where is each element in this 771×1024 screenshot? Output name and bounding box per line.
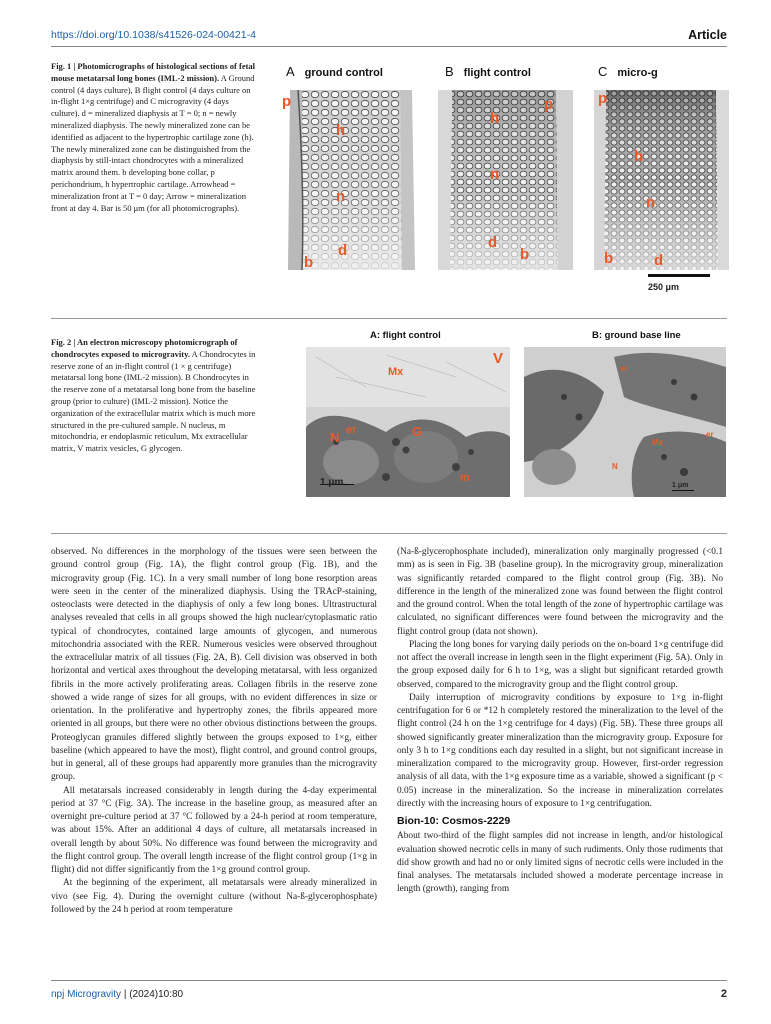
figure1-scale-bar xyxy=(648,274,710,277)
journal-name[interactable]: npj Microgravity xyxy=(51,989,122,1000)
label-perichondrium-a: p xyxy=(282,93,292,110)
micrograph-microgravity xyxy=(594,90,729,270)
figure1-panel-b-label: B flight control xyxy=(445,64,531,79)
figure1-caption-body: A Ground control (4 days culture), B flight control (4 days culture on in-flight 1×g centrifuge) and C microgravity (4 days culture). d = mineralized diaphysis at T = 0; n = newly mineralized diaphysis. The newly mineralized zone can be identified as adjacent to the hypertrophic cartilage zone (h). The newly mineralized zone can be distinguished from the diaphysis by still-intact chondrocytes with a mineralized matrix around them. b developing bone collar, p perichondrium, h hypertrophic cartilage. Arrowhead = mineralization front at T = 0 day; Arrow = mineralization front at day 4. Bar is 50 μm (for all photomicrographs). xyxy=(51,72,255,213)
label-diaphysis-b: d xyxy=(488,234,498,251)
paragraph: observed. No differences in the morphology of the tissues were seen between the ground control group (Fig. 1A), the flight control group (Fig. 1B), and the microgravity group (Fig. 1C). In a very small number of long bone resorption areas were seen in the center of the mineralized diaphysis. Using the TRAcP-staining, osteoclasts were detected in the diaphysis of only a few long bones. Ultrastructural analyses revealed that cells in all groups showed the high nuclear/cytoplasmatic ratio typical of chondrocytes, contained large amounts of glycogen, and numerous mitochondria associated with the RER. Numerous vesicles were observed throughout the extracellular matrix of all tissues (Fig. 2A, B). Cell division was observed in both horizontal and vertical axes throughout the developing metatarsal, with less organized fibrils in the more actively proliferating areas. Collagen fibrils in the reserve zone showed a wide range of sizes for all groups, with no evident differences in size or orientation. In the proliferative and hypertrophy zones, the fibrils appeared more oriented in all groups, but there were no other obvious distinctions between the groups. Proteoglycan granules differed slightly between the groups exposed to 1×g, either baseline (which appeared to have the most), flight control, and ground control groups, but in general, all of these groups had apparently more granules than the microgravity group. xyxy=(51,547,377,783)
em-label-matrix-b: Mx xyxy=(652,438,664,447)
label-perichondrium-b: p xyxy=(544,96,554,113)
figure1 xyxy=(278,60,728,300)
em-label-er-b2: er xyxy=(706,430,714,439)
label-perichondrium-c: p xyxy=(598,90,608,107)
em-scale-text-a: 1 μm xyxy=(320,477,344,488)
paragraph: About two-third of the flight samples did not increase in length, and/or histological evaluation showed necrotic cells in many of such rudiments. Only those rudiments that did show growth and had no or only limited signs of necrotic cells were included in the final analyses. The metatarsals included showed a moderate percentage increase in length (growth), ranging from xyxy=(397,831,723,895)
body-left-column xyxy=(51,546,377,917)
paragraph: (Na-ß-glycerophosphate included), mineralization only marginally progressed (<0.1 mm) as is seen in Fig. 3B (baseline group). In the microgravity group, mineralization was significantly retarded compared to the flight control group (Fig. 3B). No difference in the length of the mineralized zone was found between the flight control and the ground control. When the total length of the zone of hypertrophic cartilage was calculated, no significant differences were found between the microgravity and the flight control group (data not shown). xyxy=(397,547,723,637)
label-newly-mineralized-c: n xyxy=(646,194,656,211)
em-label-glycogen-a: G xyxy=(412,424,423,439)
figure2-caption-body: A Chondrocytes in reserve zone of an in-flight control (1 × g centrifuge) metatarsal long bone (IML-2 mission). B Chondrocytes in the reserve zone of a metatarsal long bone from the baseline group (prior to culture) (IML-2 mission). Notice the organization of the extracellular matrix which is much more structured in the pre-cultured sample. N nucleus, m mitochondria, er endoplasmic reticulum, Mx extracellular matrix, V matrix vesicles, G glycogen. xyxy=(51,348,256,454)
section-heading: Bion-10: Cosmos-2229 xyxy=(397,815,511,827)
header-divider xyxy=(51,46,727,47)
figure1-panel-a-label: A ground control xyxy=(286,64,383,79)
figure2-caption xyxy=(51,337,256,455)
figure2 xyxy=(298,330,728,500)
em-label-er-b: er xyxy=(620,364,628,373)
em-label-matrix-a: Mx xyxy=(388,366,404,378)
figure2-panel-b-label: B: ground base line xyxy=(592,330,681,341)
label-hypertrophic-c: h xyxy=(634,148,644,165)
em-label-er-a: er xyxy=(346,424,357,436)
label-bone-collar-a: b xyxy=(304,254,314,271)
paragraph: Placing the long bones for varying daily periods on the on-board 1×g centrifuge did not affect the overall increase in length seen in the flight experiment (Fig. 5A). Only in the group exposed daily for 6 h to 1×g, was a slight but significant retarded growth observed, compared to the microgravity group and the flight control group. xyxy=(397,639,723,690)
journal-issue: | (2024)10:80 xyxy=(123,989,184,1000)
paragraph: At the beginning of the experiment, all metatarsals were already mineralized in vivo (see Fig. 4). During the overnight culture (without Na-ß-glycerophosphate) followed by the 24 h period at room temperature xyxy=(51,878,377,915)
label-hypertrophic-a: h xyxy=(336,122,346,139)
em-flight-control xyxy=(306,347,510,497)
figure1-caption xyxy=(51,61,256,214)
paragraph: Daily interruption of microgravity conditions by exposure to 1×g in-flight centrifugation for 6 or *12 h completely restored the mineralization to the level of the flight control (24 h on the 1×g centrifuge for 4 days) (Fig. 5B). These three groups all showed significantly greater mineralization than the microgravity group. Exposure for only 3 h to 1×g conditions each day resulted in a slight, but not significant increase in mineralization compared to the microgravity group. However, first-order regression analysis of all data, with the 1×g exposure time as a variable, showed a significant (p < 0.05) increase in the mineralization. So the increase in mineralization correlates directly with the increasing hours of exposure to 1×g centrifugation. xyxy=(397,692,723,809)
label-diaphysis-a: d xyxy=(338,242,348,259)
micrograph-flight-control xyxy=(438,90,573,270)
em-label-mitochondria-a: m xyxy=(460,472,470,484)
figure2-caption-title: Fig. 2 | An electron microscopy photomicrograph of chondrocytes exposed to microgravity. xyxy=(51,337,238,359)
em-scale-text-b: 1 μm xyxy=(672,482,689,489)
figure1-scale-text: 250 μm xyxy=(648,282,680,292)
figure1-divider xyxy=(51,318,727,319)
figure2-panel-a-label: A: flight control xyxy=(370,330,441,341)
label-newly-mineralized-a: n xyxy=(336,188,346,205)
em-label-vesicles-a: V xyxy=(493,350,504,367)
figure2-divider xyxy=(51,533,727,534)
doi-link[interactable]: https://doi.org/10.1038/s41526-024-00421-4 xyxy=(51,29,256,41)
label-hypertrophic-b: h xyxy=(490,110,500,127)
micrograph-ground-control xyxy=(280,90,415,270)
figure1-panel-c-label: C micro-g xyxy=(598,64,658,79)
footer-journal xyxy=(51,989,183,1000)
figure1-caption-title: Fig. 1 | Photomicrographs of histological sections of fetal mouse metatarsal long bones (IML-2 mission). xyxy=(51,61,256,83)
footer-divider xyxy=(51,980,727,981)
em-label-nucleus-a: N xyxy=(330,430,340,445)
em-label-nucleus-b: N xyxy=(612,462,618,471)
section-label: Article xyxy=(688,28,727,42)
label-newly-mineralized-b: n xyxy=(490,166,500,183)
label-bone-collar-b: b xyxy=(520,246,530,263)
em-scale-bar-b xyxy=(672,490,694,491)
paragraph: All metatarsals increased considerably in length during the 4-day experimental period at 37 °C (Fig. 3A). The increase in the baseline group, as measured after an overnight pre-culture period at 37 °C followed by a 24-h period at room temperature, was about 15%. After an additional 4 days of culture, all metatarsals increased in overall length by about 50%. No difference was found between the microgravity and the flight control group. The overall length increase of the flight control group (1×g in flight) did not differ significantly from the 1×g ground control group. xyxy=(51,785,377,875)
label-diaphysis-c: d xyxy=(654,252,664,269)
label-bone-collar-c: b xyxy=(604,250,614,267)
page-number: 2 xyxy=(720,988,727,1000)
body-right-column xyxy=(397,546,723,897)
